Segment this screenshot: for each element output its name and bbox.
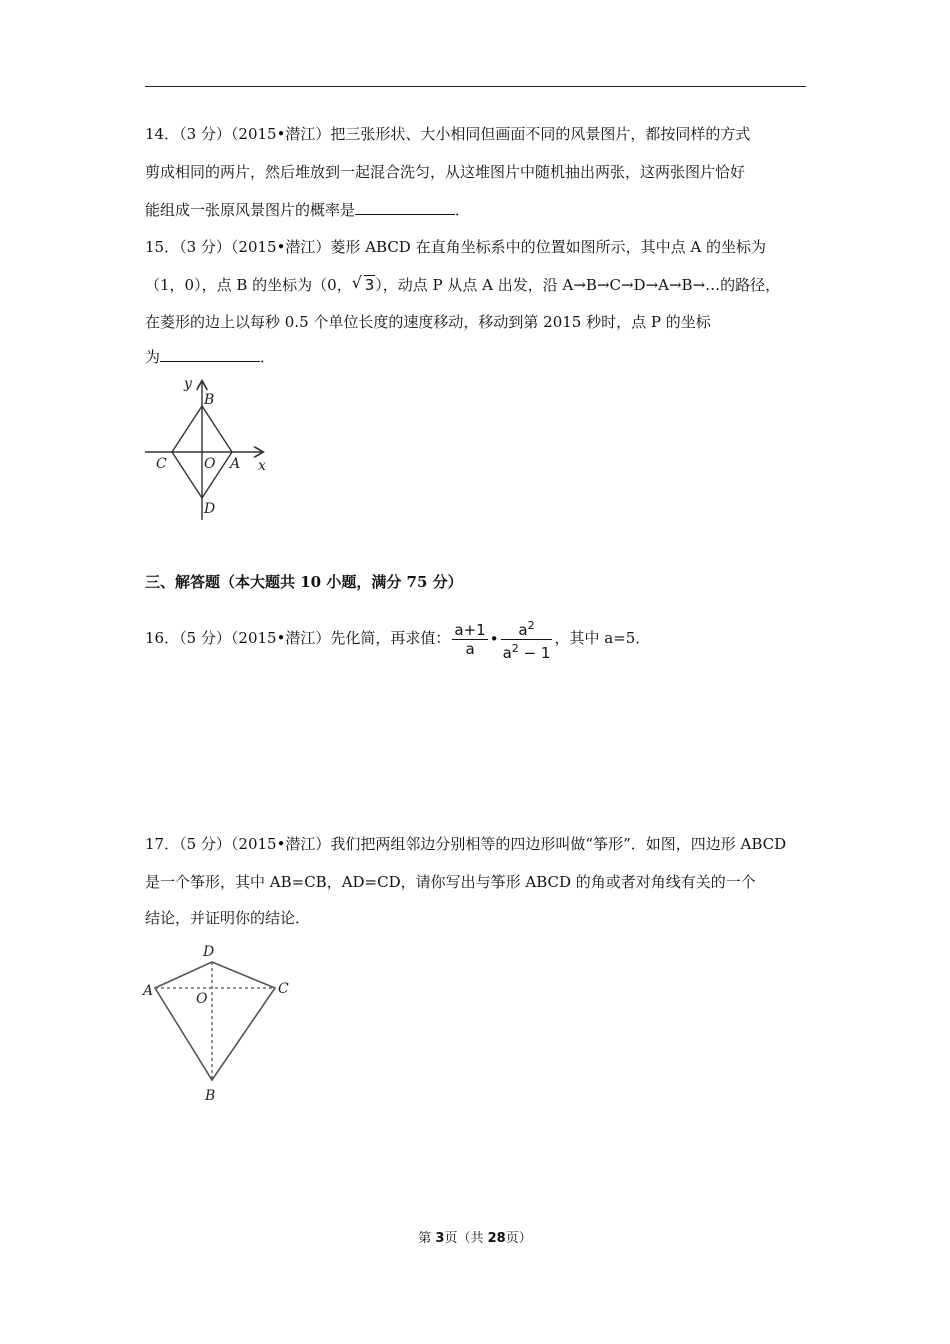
label-O: O [204,456,216,472]
q15-line-1: 15．（3 分）（2015•潜江）菱形 ABCD 在直角坐标系中的位置如图所示，其中点 A 的坐标为 [145,238,766,256]
radicand: 3 [364,276,375,294]
footer-suffix: 页） [505,1231,532,1246]
q17-line-3: 结论，并证明你的结论． [145,909,311,927]
kite-label-B: B [205,1088,216,1104]
footer-page-number: 3 [435,1231,445,1246]
q15-line-4-text: 为 [145,348,161,366]
kite-abcd [155,962,275,1080]
section-3-heading: 三、解答题（本大题共 10 小题，满分 75 分） [145,573,463,591]
fraction-2-num-exp: 2 [527,619,535,632]
q15-line-4 [145,347,275,367]
fraction-1-denominator: a [465,640,475,658]
fraction-2-den-exp: 2 [511,642,519,655]
q16-text-a: 16．（5 分）（2015•潜江）先化简，再求值： [145,629,451,647]
kite-figure [140,940,310,1110]
q15-line-2 [145,275,780,295]
q16-text-b: ，其中 a=5． [554,629,651,647]
q14-line-3-end: ． [455,201,471,219]
fraction-1-numerator: a+1 [454,621,486,639]
label-B: B [204,392,215,408]
q15-answer-blank [160,347,260,362]
q15-line-4-end: ． [260,348,276,366]
kite-label-D: D [203,944,215,960]
kite-label-C: C [278,981,289,997]
q14-answer-blank [355,200,455,215]
q17-line-2: 是一个筝形，其中 AB=CB，AD=CD，请你写出与筝形 ABCD 的角或者对角线有关的一个 [145,873,756,891]
multiply-dot: • [489,630,499,648]
q17-line-1: 17．（5 分）（2015•潜江）我们把两组邻边分别相等的四边形叫做“筝形”．如图，四边形 ABCD [145,835,787,853]
fraction-2 [501,617,553,662]
footer-total-pages: 28 [487,1231,506,1246]
q15-line-3: 在菱形的边上以每秒 0.5 个单位长度的速度移动，移动到第 2015 秒时，点 P 的坐标 [145,313,711,331]
q15-line-2b: ），动点 P 从点 A 出发，沿 A→B→C→D→A→B→…的路径， [375,276,781,294]
radical-sign: √ [351,273,362,292]
sqrt-3 [352,275,376,295]
label-C: C [156,456,167,472]
q16-expression [450,615,554,663]
fraction-2-num-base: a [518,621,528,639]
q14-line-1: 14．（3 分）（2015•潜江）把三张形状、大小相同但画面不同的风景图片，都按同样的方式 [145,125,751,143]
fraction-2-den-base: a [502,644,512,662]
label-y: y [184,376,192,392]
kite-label-A: A [143,983,154,999]
fraction-2-den-tail: − 1 [518,644,551,662]
label-x: x [258,458,266,474]
header-rule [145,86,806,87]
footer-prefix: 第 [418,1231,436,1246]
page-footer [0,1227,950,1246]
q15-line-2a: （1，0），点 B 的坐标为（0， [145,276,352,294]
q14-line-3 [145,200,470,220]
label-A: A [230,456,241,472]
q14-line-2: 剪成相同的两片，然后堆放到一起混合洗匀，从这堆图片中随机抽出两张，这两张图片恰好 [145,163,746,181]
rhombus-figure [140,372,280,522]
fraction-1 [452,621,487,658]
fraction-2-numerator [516,617,536,639]
footer-mid: 页（共 [444,1231,488,1246]
q14-line-3-text: 能组成一张原风景图片的概率是 [145,201,356,219]
label-D: D [204,501,216,517]
fraction-2-denominator [501,640,553,662]
kite-label-O: O [196,991,208,1007]
q16-line [145,614,650,662]
